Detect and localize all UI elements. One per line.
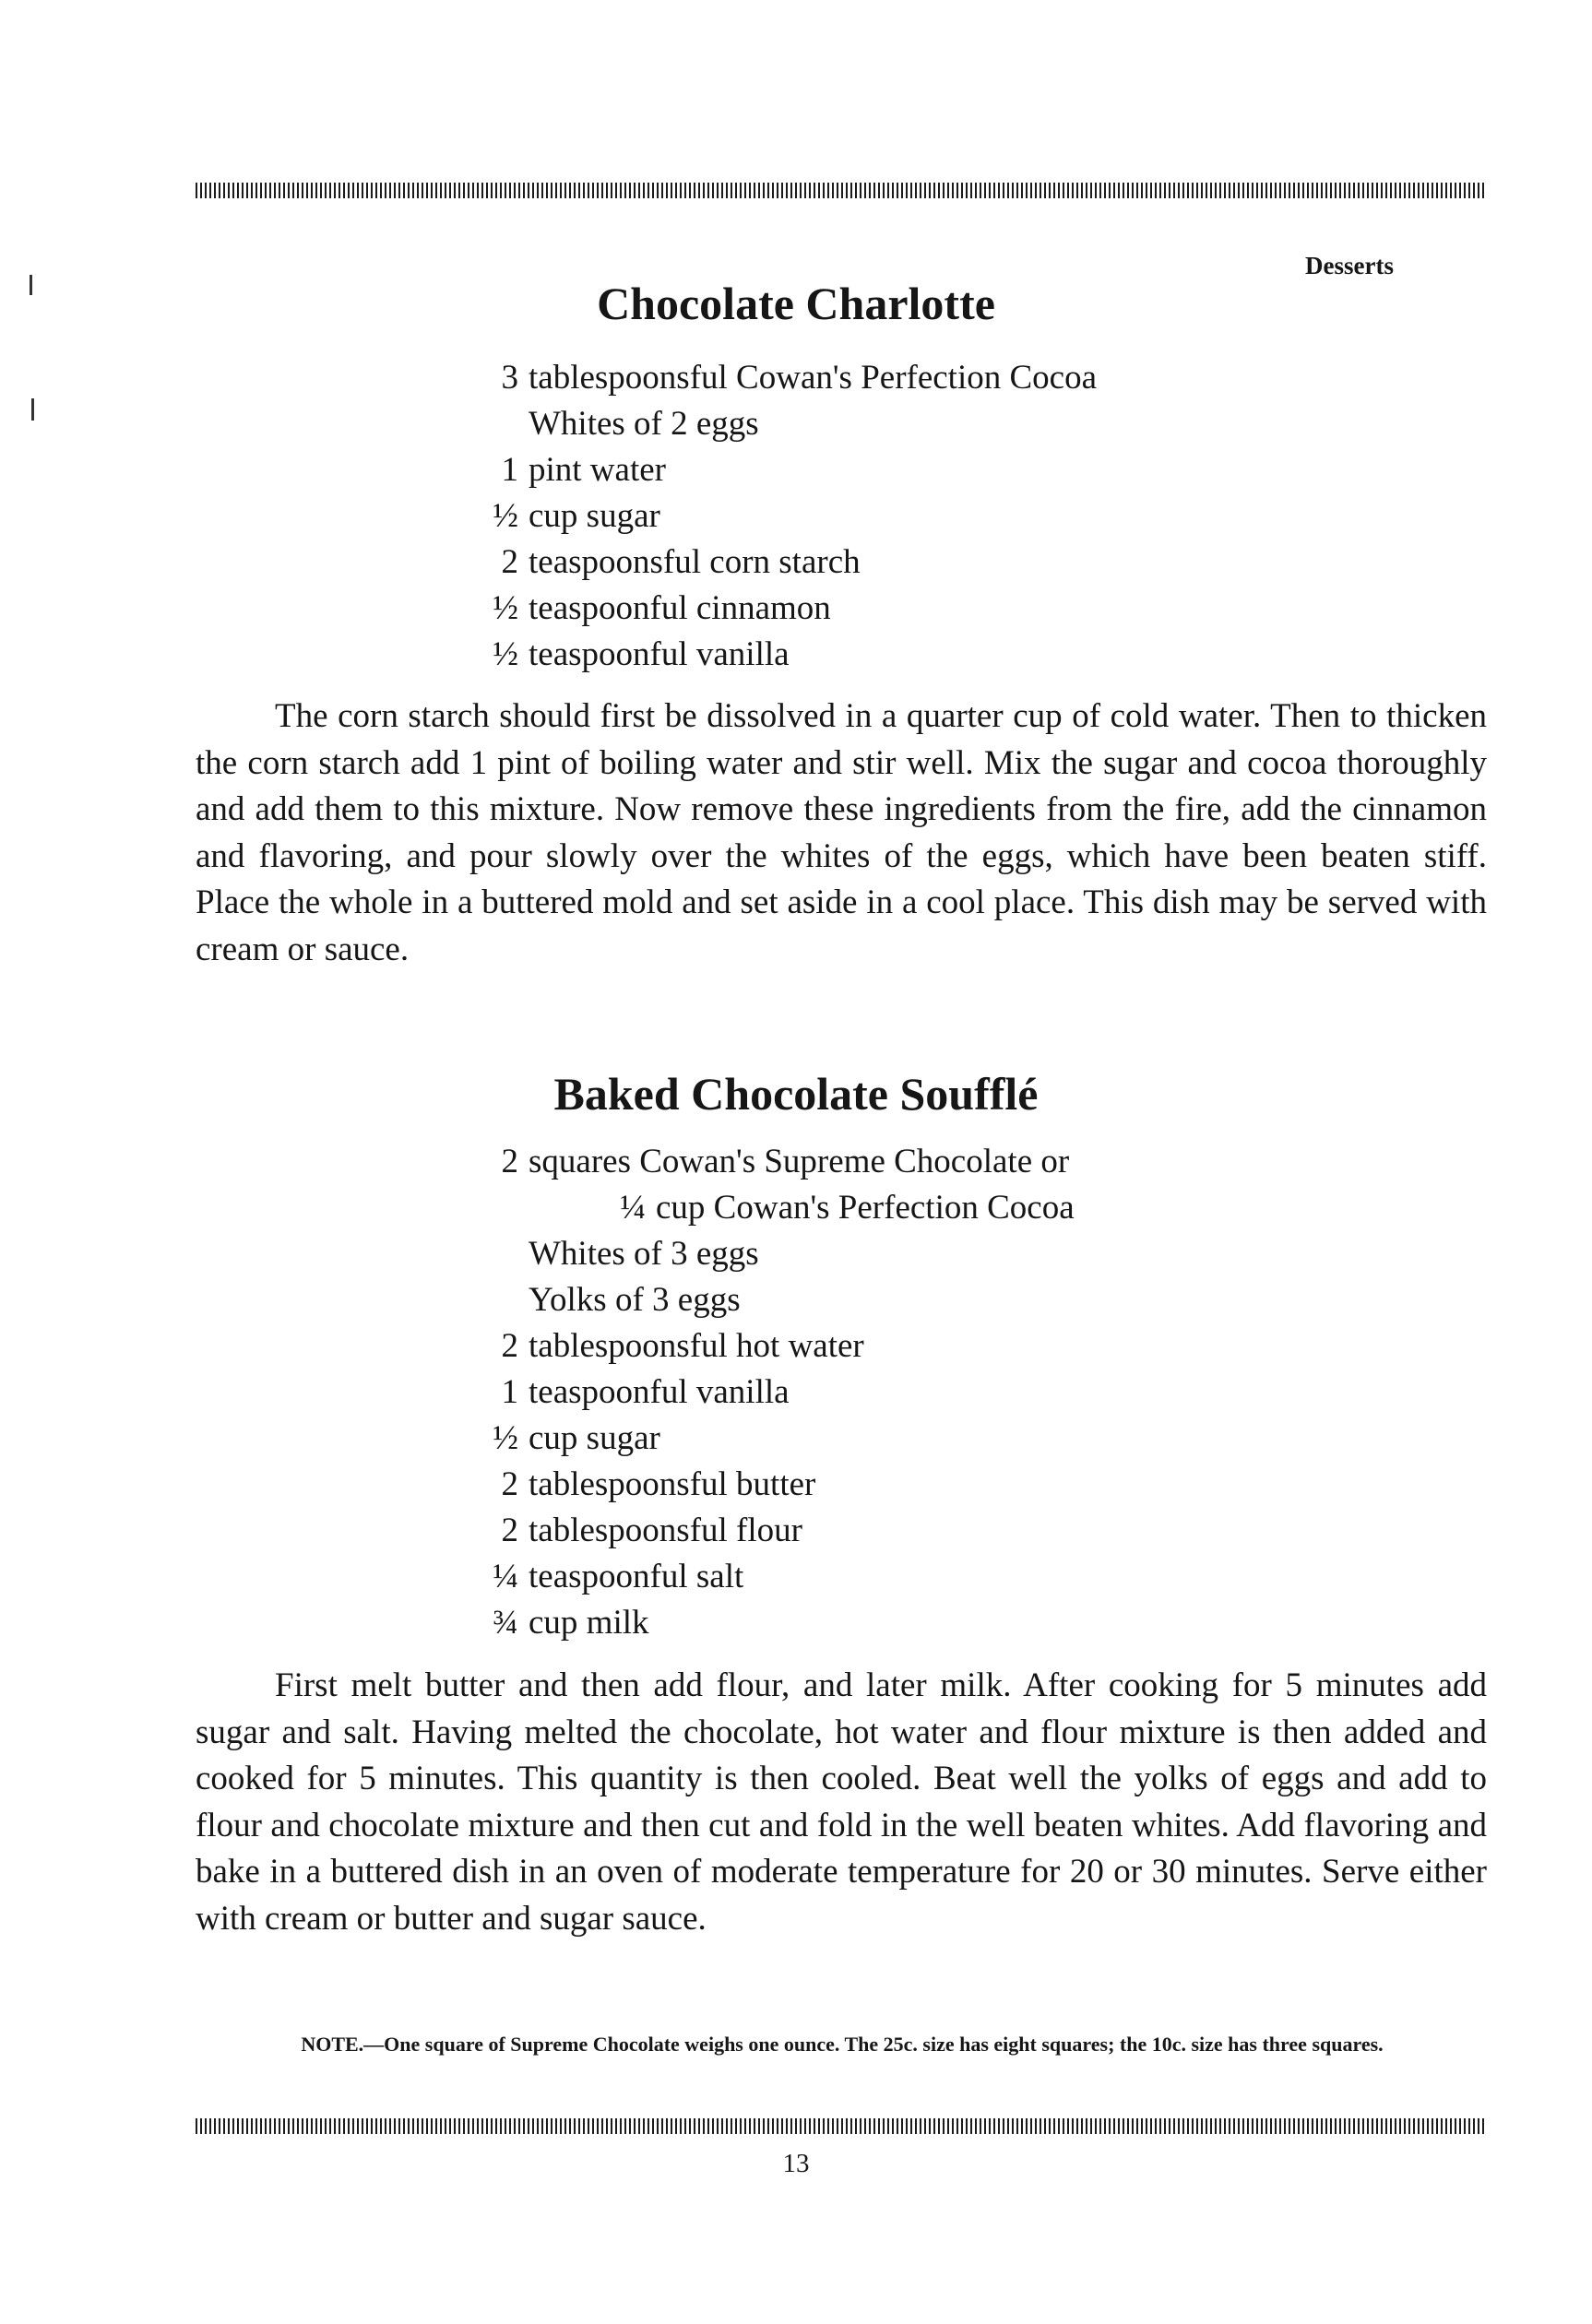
ingredient-quantity: ½ bbox=[493, 1419, 518, 1457]
ingredient-line bbox=[470, 1600, 1075, 1646]
ingredient-line bbox=[470, 355, 1097, 401]
margin-mark bbox=[31, 398, 34, 421]
ingredient-item: Whites of 2 eggs bbox=[529, 405, 759, 443]
ingredient-line bbox=[470, 1139, 1075, 1185]
page-number: 13 bbox=[782, 2149, 810, 2178]
ingredient-list bbox=[470, 355, 1097, 678]
ingredient-quantity: 2 bbox=[501, 1512, 518, 1549]
ingredient-item: teaspoonsful corn starch bbox=[529, 543, 861, 581]
ingredient-list bbox=[470, 1139, 1075, 1646]
recipe-title: Chocolate Charlotte bbox=[597, 278, 995, 329]
ingredient-quantity: 1 bbox=[501, 1373, 518, 1411]
ingredient-item: cup sugar bbox=[529, 497, 660, 535]
ingredient-quantity: ¼ bbox=[620, 1189, 646, 1227]
ingredient-quantity: 2 bbox=[501, 543, 518, 581]
top-decorative-rule bbox=[196, 183, 1487, 198]
ingredient-line bbox=[470, 401, 1097, 447]
ingredient-item: Whites of 3 eggs bbox=[529, 1235, 759, 1273]
ingredient-line bbox=[470, 1462, 1075, 1508]
ingredient-line bbox=[470, 540, 1097, 586]
ingredient-line bbox=[470, 632, 1097, 678]
ingredient-quantity: 1 bbox=[501, 451, 518, 489]
ingredient-item: teaspoonful vanilla bbox=[529, 635, 790, 673]
ingredient-line bbox=[470, 1508, 1075, 1554]
ingredient-line bbox=[470, 1416, 1075, 1462]
ingredient-line bbox=[470, 447, 1097, 493]
ingredient-quantity: 2 bbox=[501, 1327, 518, 1365]
ingredient-quantity: ½ bbox=[493, 635, 518, 673]
ingredient-item: tablespoonsful hot water bbox=[529, 1327, 864, 1365]
recipe-title: Baked Chocolate Soufflé bbox=[553, 1068, 1039, 1120]
ingredient-item: pint water bbox=[529, 451, 666, 489]
ingredient-quantity: ½ bbox=[493, 497, 518, 535]
ingredient-item: Yolks of 3 eggs bbox=[529, 1281, 741, 1319]
ingredient-line bbox=[470, 1370, 1075, 1416]
bottom-decorative-rule bbox=[196, 2118, 1487, 2134]
ingredient-quantity: ½ bbox=[493, 589, 518, 627]
ingredient-line bbox=[470, 1185, 1075, 1231]
ingredient-quantity: 3 bbox=[501, 359, 518, 397]
ingredient-line bbox=[470, 1231, 1075, 1277]
ingredient-item: tablespoonsful Cowan's Perfection Cocoa bbox=[529, 359, 1098, 397]
ingredient-item: cup milk bbox=[529, 1604, 649, 1642]
ingredient-line bbox=[470, 493, 1097, 540]
recipe-method: First melt butter and then add flour, and later milk. After cooking for 5 minutes add sugar and salt. Having melted the chocolate, hot water and flour mixture is then added and cooked for 5 minutes. This quantity is then cooled. Beat well the yolks of eggs and add to flour and chocolate mixture and then cut and fold in the well beaten whites. Add flavoring and bake in a buttered dish in an oven of moderate temperature for 20 or 30 minutes. Serve either with cream or butter and sugar sauce. bbox=[196, 1666, 1487, 1938]
ingredient-quantity: ¾ bbox=[493, 1604, 518, 1642]
ingredient-quantity: ¼ bbox=[493, 1558, 518, 1595]
ingredient-line bbox=[470, 1554, 1075, 1600]
section-label: Desserts bbox=[1305, 252, 1394, 279]
ingredient-item: teaspoonful salt bbox=[529, 1558, 744, 1595]
recipe-method: The corn starch should first be dissolved in a quarter cup of cold water. Then to thicken the corn starch add 1 pint of boiling water and stir well. Mix the sugar and cocoa thoroughly and add them to this mixture. Now remove these ingredients from the fire, add the cinnamon and flavoring, and pour slowly over the whites of the eggs, which have been beaten stiff. Place the whole in a buttered mold and set aside in a cool place. This dish may be served with cream or sauce. bbox=[196, 697, 1487, 968]
footnote: NOTE.—One square of Supreme Chocolate weighs one ounce. The 25c. size has eight squares; the 10c. size has three squares. bbox=[301, 2033, 1384, 2056]
ingredient-item: cup sugar bbox=[529, 1419, 660, 1457]
ingredient-line bbox=[470, 586, 1097, 632]
ingredient-quantity: 2 bbox=[501, 1465, 518, 1503]
ingredient-item: squares Cowan's Supreme Chocolate or bbox=[529, 1143, 1070, 1180]
ingredient-item: tablespoonsful flour bbox=[529, 1512, 802, 1549]
ingredient-item: tablespoonsful butter bbox=[529, 1465, 816, 1503]
ingredient-item: teaspoonful cinnamon bbox=[529, 589, 831, 627]
ingredient-line bbox=[470, 1277, 1075, 1323]
ingredient-quantity: 2 bbox=[501, 1143, 518, 1180]
ingredient-item: cup Cowan's Perfection Cocoa bbox=[656, 1189, 1075, 1227]
ingredient-line bbox=[470, 1323, 1075, 1370]
ingredient-item: teaspoonful vanilla bbox=[529, 1373, 790, 1411]
